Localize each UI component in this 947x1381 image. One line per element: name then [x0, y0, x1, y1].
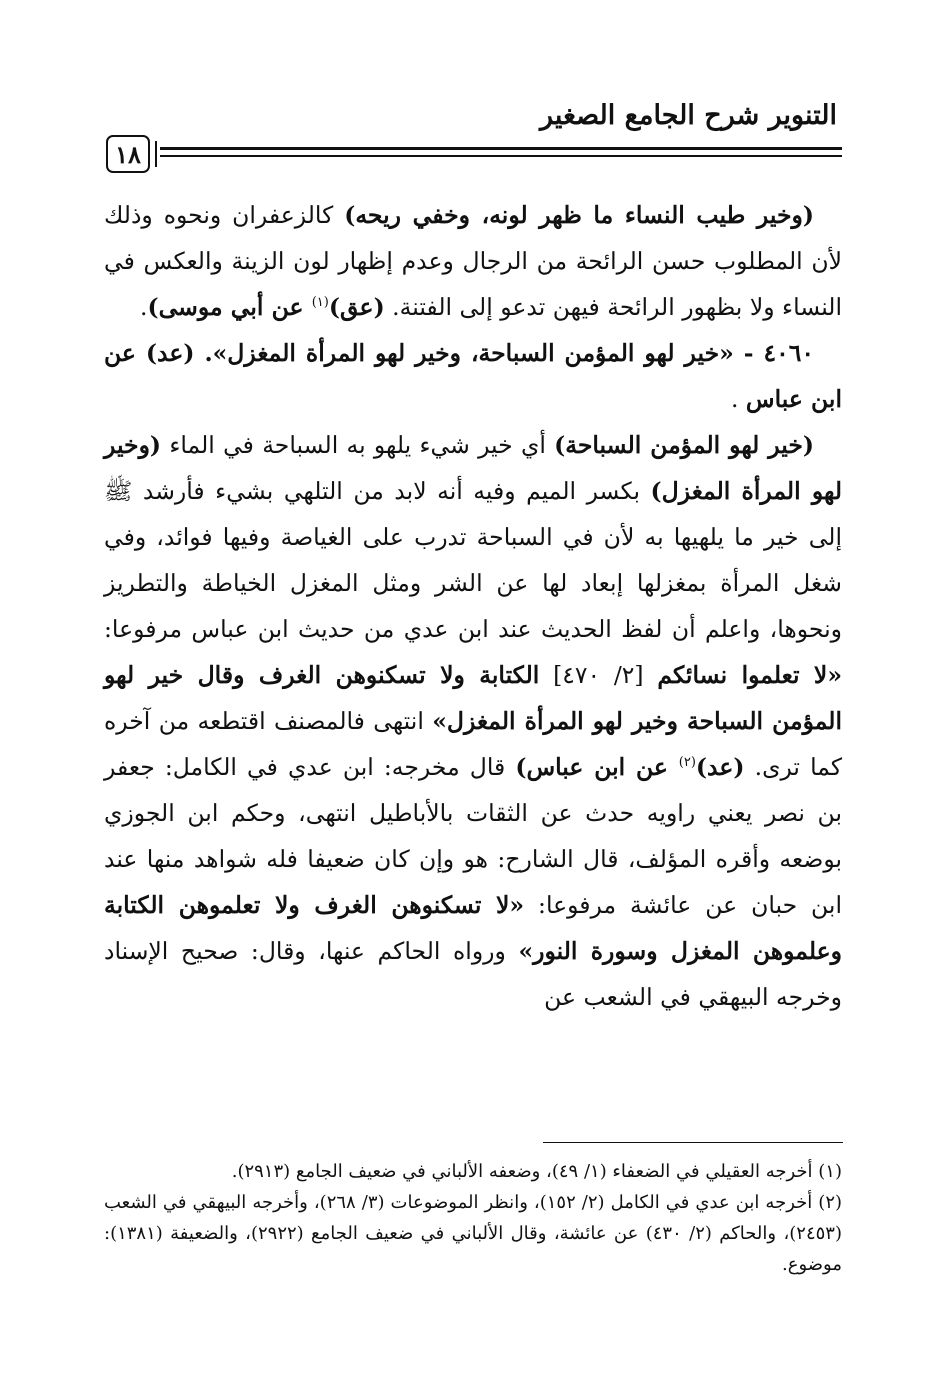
hadith-end: . — [730, 385, 746, 413]
quoted-hadith-text: الكتابة ولا تسكنوهن الغرف وقال خير لهو المؤمن السباحة وخير لهو المرأة المغزل» — [104, 661, 842, 735]
period: . — [139, 293, 148, 321]
running-title: التنوير شرح الجامع الصغير — [540, 100, 837, 131]
quoted-hadith-text: «لا تسكنوهن الغرف ولا تعلموهن الكتابة وعلموهن المغزل وسورة النور» — [104, 891, 842, 965]
paragraph-commentary-2 — [104, 422, 842, 1020]
commentary-text: بكسر الميم وفيه أنه لابد من التلهي بشيء فأرشد ﷺ إلى خير ما يلهيها به لأن في السباحة تدرب على الغياصة وفيها فوائد، وفي شغل المرأة بمغزلها إبعاد لها عن الشر ومثل المغزل الخياطة والتطريز ونحوها، واعلم أن لفظ الحديث عند ابن عدي من حديث ابن عباس مرفوعا: — [104, 477, 842, 643]
quoted-hadith-text: (وخير لهو المرأة المغزل) — [104, 431, 842, 505]
footnotes — [104, 1156, 842, 1280]
hadith-text: «خير لهو المؤمن السباحة، وخير لهو المرأة المغزل». (عد) عن ابن عباس — [104, 339, 842, 413]
page-number: ١٨ — [106, 135, 150, 173]
quoted-hadith-text: «لا تعلموا نسائكم — [657, 661, 843, 689]
footnote-separator — [543, 1142, 843, 1143]
commentary-text: كالزعفران ونحوه وذلك لأن المطلوب حسن الرائحة من الرجال وعدم إظهار لون الزينة والعكس في النساء ولا بظهور الرائحة فيهن تدعو إلى الفتنة. — [104, 201, 842, 321]
header-rule-bottom — [160, 155, 842, 157]
hadith-number: ٤٠٦٠ - — [733, 339, 814, 367]
commentary-text: ورواه الحاكم عنها، وقال: صحيح الإسناد وخرجه البيهقي في الشعب عن — [104, 937, 842, 1011]
manuscript-ref: [٢/ ٤٧٠] — [539, 661, 658, 689]
source-abbrev: (عد) — [695, 753, 745, 781]
commentary-text: انتهى فالمصنف اقتطعه من آخره كما ترى. — [104, 707, 843, 781]
quoted-hadith-text: (خير لهو المؤمن السباحة) — [554, 431, 814, 459]
footnote-1: (١) أخرجه العقيلي في الضعفاء (١/ ٤٩)، وضعفه الألباني في ضعيف الجامع (٢٩١٣). — [231, 1161, 842, 1182]
quoted-hadith-text: (وخير طيب النساء ما ظهر لونه، وخفي ريحه) — [344, 201, 814, 229]
footnote-ref-2: (٢) — [678, 755, 696, 771]
source-abbrev: (عق) — [328, 293, 385, 321]
main-text — [104, 192, 842, 1020]
narrator: عن ابن عباس) — [515, 753, 679, 781]
hadith-entry — [104, 330, 842, 422]
commentary-text: قال مخرجه: ابن عدي في الكامل: جعفر بن نصر يعني راويه حدث عن الثقات بالأباطيل انتهى، وحكم ابن الجوزي بوضعه وأقره المؤلف، قال الشارح: هو وإن كان ضعيفا فله شواهد منها عند ابن حبان عن عائشة مرفوعا: — [104, 753, 842, 919]
header-rule-top — [160, 147, 842, 150]
commentary-text: أي خير شيء يلهو به السباحة في الماء — [161, 431, 555, 459]
paragraph-commentary-1 — [104, 192, 842, 330]
footnote-2: (٢) أخرجه ابن عدي في الكامل (٢/ ١٥٢)، وانظر الموضوعات (٣/ ٢٦٨)، وأخرجه البيهقي في الشعب (٢٤٥٣)، والحاكم (٢/ ٤٣٠) عن عائشة، وقال الألباني في ضعيف الجامع (٢٩٢٢)، والضعيفة (١٣٨١): موضوع. — [104, 1192, 843, 1275]
footnote-ref-1: (١) — [311, 295, 329, 311]
narrator: عن أبي موسى) — [147, 293, 312, 321]
